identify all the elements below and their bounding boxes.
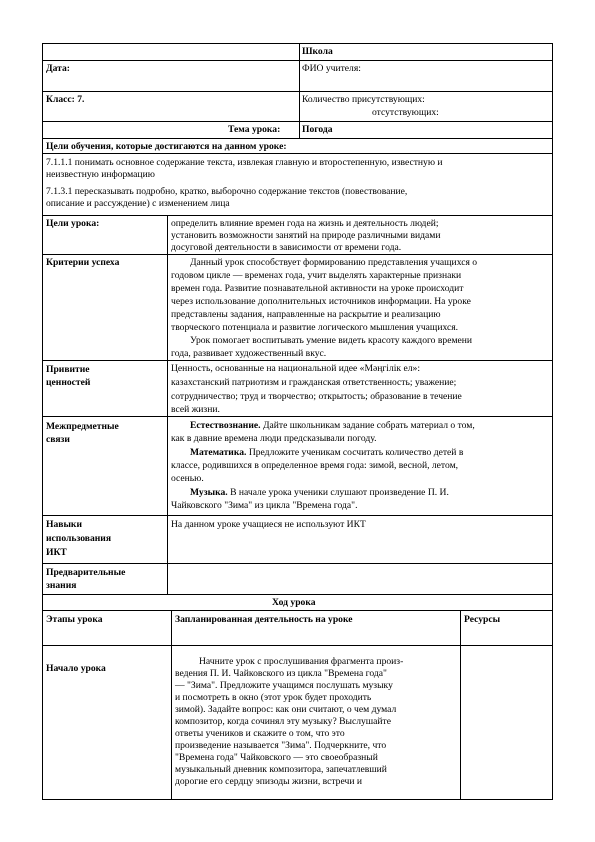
resources-cell [460, 645, 553, 800]
blank-cell [42, 43, 300, 61]
resources-header: Ресурсы [464, 614, 501, 625]
goals-line: 7.1.3.1 пересказывать подробно, кратко, выборочно содержание текстов (повествование, [46, 186, 408, 197]
activity-line: дорогие его сердцу эпизоды жизни, встречи и [175, 776, 362, 787]
lesson-goals-line: определить влияние времен года на жизнь и деятельность людей; [171, 218, 439, 229]
criteria-label: Критерии успеха [46, 257, 120, 268]
lesson-goals-label: Цели урока: [46, 218, 100, 229]
links-line: классе, родившихся в определенное время года: зимой, весной, летом, [171, 460, 459, 471]
activity-line: Начните урок с прослушивания фрагмента произ- [199, 656, 404, 667]
values-label: Привитие [46, 364, 90, 375]
activity-line: — "Зима". Предложите учащимся послушать музыку [175, 680, 393, 691]
present-label: Количество присутствующих: [302, 94, 425, 105]
ict-label: Навыки [46, 519, 82, 530]
topic-label: Тема урока: [228, 124, 281, 135]
links-label: Межпредметные [46, 421, 119, 432]
lesson-goals-line: досуговой деятельности в зависимости от времени года. [171, 242, 402, 253]
activity-line: "Времена года" Чайковского — это своеобразный [175, 752, 378, 763]
topic-value: Погода [302, 124, 333, 135]
criteria-label-cell [42, 254, 168, 361]
links-line: Чайковского "Зима" из цикла "Времена года". [171, 500, 358, 511]
class-label: Класс: 7. [46, 94, 85, 105]
activity-line: и посмотреть в окно (этот урок будет проходить [175, 692, 372, 703]
activity-line: ответы учеников и скажите о том, что это [175, 728, 345, 739]
links-line: как в давние времена люди предсказывали погоду. [171, 433, 377, 444]
criteria-line: творческого потенциала и развитие логического мышления учащихся. [171, 322, 459, 333]
teacher-label: ФИО учителя: [302, 63, 361, 74]
goals-heading: Цели обучения, которые достигаются на данном уроке: [46, 141, 287, 152]
criteria-line: годовом цикле — временах года, учит выделять характерные признаки [171, 270, 462, 281]
science-text: Дайте школьникам задание собрать материал о том, [262, 420, 475, 431]
ict-value: На данном уроке учащиеся не используют ИКТ [171, 519, 366, 530]
links-science [190, 420, 475, 432]
criteria-line: Урок помогает воспитывать умение видеть красоту каждого времени [190, 335, 473, 346]
criteria-line: времен года. Развитие познавательной активности на уроке происходит [171, 283, 464, 294]
topic-value-cell [299, 121, 553, 139]
activity-line: музыкальный дневник композитора, запечатлевший [175, 764, 387, 775]
math-title: Математика. [190, 447, 247, 458]
activity-line: ведения П. И. Чайковского из цикла "Времена года" [175, 668, 387, 679]
prior-cell [167, 563, 553, 595]
progress-heading: Ход урока [272, 597, 316, 608]
links-math [190, 447, 463, 459]
prior-label: знания [46, 580, 77, 591]
values-label: ценностей [46, 377, 91, 388]
values-line: Ценность, основанные на национальной идее «Мәңгілік ел»: [171, 363, 420, 374]
music-text: В начале урока ученики слушают произведение П. И. [230, 487, 449, 498]
criteria-line: через использование дополнительных источников информации. На уроке [171, 296, 471, 307]
science-title: Естествознание. [190, 420, 261, 431]
date-cell [42, 60, 300, 92]
criteria-line: представлены задания, направленные на раскрытие и реализацию [171, 309, 441, 320]
activity-header: Запланированная деятельность на уроке [175, 614, 353, 625]
goals-line: 7.1.1.1 понимать основное содержание текста, извлекая главную и второстепенную, известную и [46, 157, 443, 168]
goals-line: описание и рассуждение) с изменением лица [46, 198, 230, 209]
links-music [190, 487, 449, 499]
values-line: всей жизни. [171, 404, 220, 415]
links-label: связи [46, 434, 70, 445]
values-line: сотрудничество; труд и творчество; открытость; образование в течение [171, 391, 462, 402]
links-line: осенью. [171, 473, 204, 484]
absent-label: отсутствующих: [372, 107, 439, 118]
school-label: Школа [302, 46, 333, 57]
activity-line: произведение называется "Зима". Подчеркните, что [175, 740, 387, 751]
date-label: Дата: [46, 63, 70, 74]
school-cell [299, 43, 553, 61]
criteria-line: года, развивает художественный вкус. [171, 348, 327, 359]
stage-label: Начало урока [46, 663, 106, 674]
stages-header: Этапы урока [46, 614, 103, 625]
activity-line: зимой). Задайте вопрос: как они считают, о чем думал [175, 704, 397, 715]
activity-line: композитор, когда сочинял эту музыку? Выслушайте [175, 716, 392, 727]
math-text: Предложите ученикам сосчитать количество детей в [248, 447, 464, 458]
ict-label: использования [46, 533, 112, 544]
goals-line: неизвестную информацию [46, 169, 155, 180]
values-line: казахстанский патриотизм и гражданская ответственность; уважение; [171, 377, 457, 388]
criteria-line: Данный урок способствует формированию представления учащихся о [190, 257, 478, 268]
prior-label: Предварительные [46, 567, 126, 578]
lesson-goals-line: установить возможности занятий на природе различными видами [171, 230, 441, 241]
music-title: Музыка. [190, 487, 228, 498]
ict-label: ИКТ [46, 547, 67, 558]
